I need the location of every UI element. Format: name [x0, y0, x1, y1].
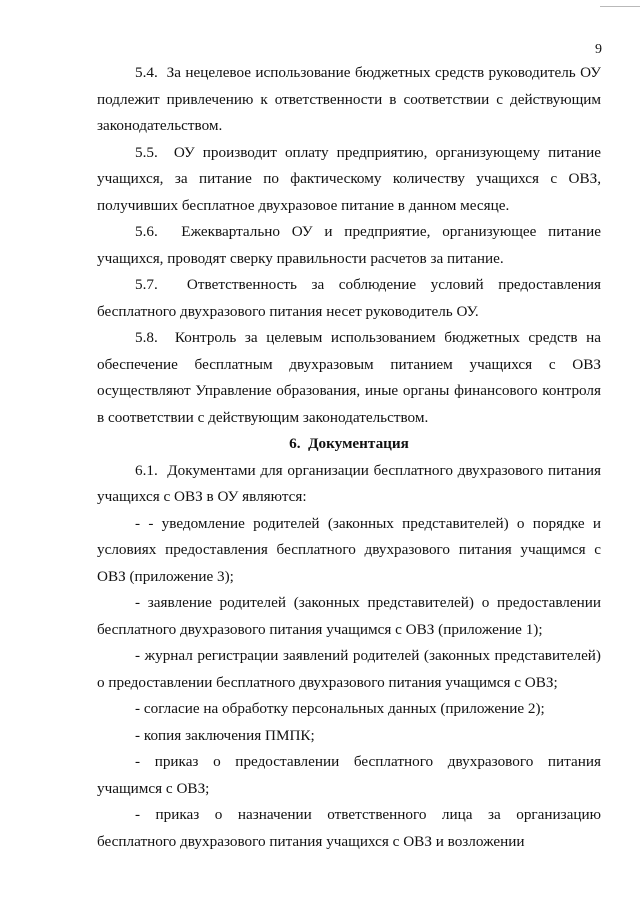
list-item-application: - заявление родителей (законных представителей) о предоставлении бесплатного двухразового питания учащимся с ОВЗ (приложение 1); [97, 594, 601, 638]
paragraph-5-8: 5.8. Контроль за целевым использованием бюджетных средств на обеспечение бесплатным двухразовым питанием учащихся с ОВЗ осуществляют Управление образования, иные органы финансового контроля в соответствии с действующим законодательством. [97, 329, 601, 426]
page-number: 9 [595, 42, 602, 57]
paragraph-5-7: 5.7. Ответственность за соблюдение условий предоставления бесплатного двухразового питания несет руководитель ОУ. [97, 276, 601, 320]
section-heading-documentation: 6. Документация [289, 435, 409, 452]
paragraph-5-6: 5.6. Ежеквартально ОУ и предприятие, организующее питание учащихся, проводят сверку правильности расчетов за питание. [97, 223, 601, 267]
list-item-pmpk-copy: - копия заключения ПМПК; [135, 726, 315, 744]
page-edge-mark [600, 6, 640, 7]
paragraph-6-1: 6.1. Документами для организации бесплатного двухразового питания учащихся с ОВЗ в ОУ являются: [97, 461, 601, 505]
list-item-registration-journal: - журнал регистрации заявлений родителей (законных представителей) о предоставлении бесплатного двухразового питания учащимся с ОВЗ; [97, 647, 601, 691]
list-item-notification: - - уведомление родителей (законных представителей) о порядке и условиях предоставления бесплатного двухразового питания учащимся с ОВЗ (приложение 3); [97, 514, 601, 585]
list-item-provision-order: - приказ о предоставлении бесплатного двухразового питания учащимся с ОВЗ; [97, 753, 601, 797]
paragraph-5-5: 5.5. ОУ производит оплату предприятию, организующему питание учащихся, за питание по фактическому количеству учащихся с ОВЗ, получивших бесплатное двухразовое питание в данном месяце. [97, 143, 601, 214]
list-item-responsible-order: - приказ о назначении ответственного лица за организацию бесплатного двухразового питания учащихся с ОВЗ и возложении [97, 806, 601, 850]
list-item-data-consent: - согласие на обработку персональных данных (приложение 2); [135, 700, 545, 717]
document-body [97, 60, 601, 855]
paragraph-5-4: 5.4. За нецелевое использование бюджетных средств руководитель ОУ подлежит привлечению к ответственности в соответствии с действующим законодательством. [97, 64, 601, 134]
